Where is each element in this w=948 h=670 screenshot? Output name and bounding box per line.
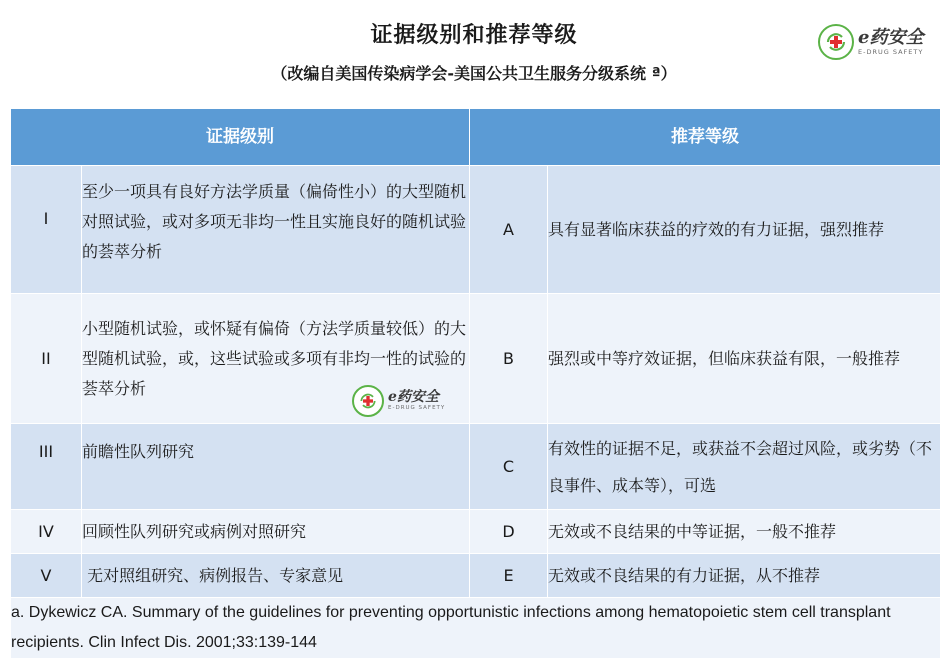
evidence-level-cell: IV [11, 510, 82, 554]
medical-cross-icon [352, 385, 384, 417]
table-row [11, 294, 941, 424]
page-title: 证据级别和推荐等级 [370, 23, 578, 48]
logo-tagline: E-DRUG SAFETY [858, 47, 924, 56]
footnote-citation: a. Dykewicz CA. Summary of the guidelines for preventing opportunistic infections among hematopoietic stem cell transplant recipients. Clin Infect Dis. 2001;33:139-144 [11, 598, 941, 659]
logo-wordmark: e药安全 [388, 389, 439, 406]
col-header-evidence-level: 证据级别 [11, 109, 470, 166]
watermark-logo [352, 385, 445, 417]
grade-cell: B [470, 294, 548, 424]
evidence-level-cell: I [11, 166, 82, 294]
logo-wordmark: e药安全 [858, 26, 924, 48]
evidence-description-cell: 无对照组研究、病例报告、专家意见 [82, 554, 470, 598]
evidence-level-cell: II [11, 294, 82, 424]
grade-cell: E [470, 554, 548, 598]
recommendation-cell: 强烈或中等疗效证据，但临床获益有限，一般推荐 [548, 294, 941, 424]
evidence-description-cell: 至少一项具有良好方法学质量（偏倚性小）的大型随机对照试验，或对多项无非均一性且实施良好的随机试验的荟萃分析 [82, 166, 470, 294]
evidence-description-cell: 前瞻性队列研究 [82, 424, 470, 510]
evidence-table [10, 108, 941, 659]
evidence-description-cell: 回顾性队列研究或病例对照研究 [82, 510, 470, 554]
table-row [11, 554, 941, 598]
grade-cell: C [470, 424, 548, 510]
table-row [11, 166, 941, 294]
recommendation-cell: 具有显著临床获益的疗效的有力证据，强烈推荐 [548, 166, 941, 294]
grade-cell: A [470, 166, 548, 294]
evidence-level-cell: III [11, 424, 82, 510]
col-header-recommendation-grade: 推荐等级 [470, 109, 941, 166]
table-row [11, 424, 941, 510]
medical-cross-icon [818, 24, 854, 60]
recommendation-cell: 无效或不良结果的中等证据，一般不推荐 [548, 510, 941, 554]
recommendation-cell: 有效性的证据不足，或获益不会超过风险，或劣势（不良事件、成本等），可选 [548, 424, 941, 510]
table-header-row [11, 109, 941, 166]
footnote-row [11, 598, 941, 659]
evidence-description-cell: 小型随机试验，或怀疑有偏倚（方法学质量较低）的大型随机试验，或，这些试验或多项有非均一性的试验的荟萃分析 [82, 294, 470, 424]
brand-logo [818, 24, 923, 60]
evidence-level-cell: V [11, 554, 82, 598]
recommendation-cell: 无效或不良结果的有力证据，从不推荐 [548, 554, 941, 598]
table-row [11, 510, 941, 554]
page-subtitle: （改编自美国传染病学会-美国公共卫生服务分级系统 ª） [271, 64, 677, 83]
grade-cell: D [470, 510, 548, 554]
logo-tagline: E-DRUG SAFETY [388, 405, 446, 412]
